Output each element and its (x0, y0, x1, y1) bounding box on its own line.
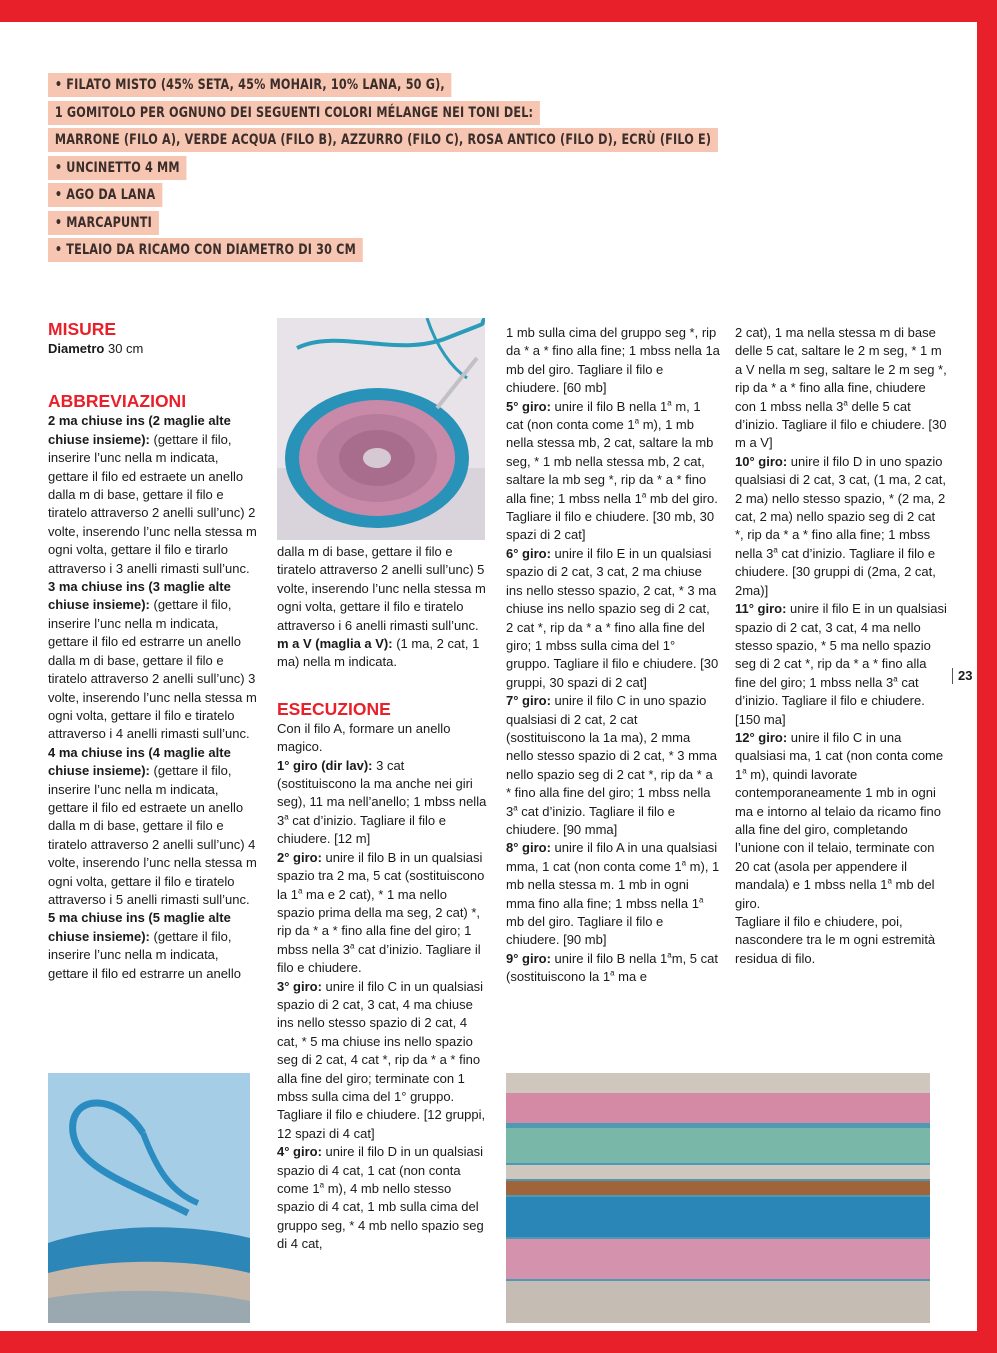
round-1: 1° giro (dir lav): 3 cat (sostituiscono la ma anche nei giri seg), 11 ma nell’anello; 1 mbss nella 3$^a$ cat d’inizio. Tagliare il filo e chiudere. [12 m] (277, 757, 487, 847)
column-2 (277, 543, 487, 1254)
material-needle: • AGO DA LANA (48, 183, 162, 207)
esecuzione-title: ESECUZIONE (277, 698, 391, 719)
material-colors: MARRONE (FILO A), VERDE ACQUA (FILO B), AZZURRO (FILO C), ROSA ANTICO (FILO D), ECRÙ (FILO E) (48, 128, 718, 152)
abbr-5ma-cont: dalla m di base, gettare il filo e tiratelo attraverso 2 anelli sull’unc) 5 volte, inserendo l’unc nella stessa m ogni volta, gettare il filo e tiratelo attraverso i 6 anelli rimasti sull’unc. (277, 544, 486, 633)
abbr-mav: m a V (maglia a V): (1 ma, 2 cat, 1 ma) nella m indicata. (277, 636, 480, 670)
material-hook: • UNCINETTO 4 MM (48, 156, 187, 180)
round-2: 2° giro: unire il filo B in un qualsiasi spazio tra 2 ma, 5 cat (sostituiscono la 1$^a$ ma e 2 cat), * 1 ma nello spazio prima della ma seg, 2 cat) *, rip da * a * fino alla fine del giro; 1 mbss nella 3$^a$ cat d’inizio. Tagliare il filo e chiudere. (277, 849, 485, 976)
column-4 (735, 324, 947, 968)
round-5: 5° giro: unire il filo B nella 1$^a$ m, 1 cat (non conta come 1$^a$ m), 1 mb nella stessa mb, 2 cat, saltare la mb seg, * 1 mb nella stessa mb, 2 cat, saltare la mb seg *, rip da * a * fino alla fine; 1 mbss nella 1$^a$ mb del giro. Tagliare il filo e chiudere. [30 mb, 30 spazi di 2 cat] (506, 398, 718, 543)
material-balls: 1 GOMITOLO PER OGNUNO DEI SEGUENTI COLORI MÉLANGE NEI TONI DEL: (48, 101, 540, 125)
round-7: 7° giro: unire il filo C in uno spazio qualsiasi di 2 cat, 2 cat (sostituiscono la 1a ma), 2 mma nello stesso spazio di 2 cat, * 3 mma nello spazio seg di 2 cat *, rip da * a * fino alla fine del giro; 1 mbss nella 3$^a$ cat d’inizio. Tagliare il filo e chiudere. [90 mma] (506, 693, 717, 837)
abbr-4ma: 4 ma chiuse ins (4 maglie alte chiuse insieme): (gettare il filo, inserire l’unc nella m indicata, gettare il filo ed estraete un anello dalla m di base, gettare il filo e tiratelo attraverso 2 anelli sull’unc) 4 volte, inserendo l’unc nella stessa m ogni volta, gettare il filo e tiratelo attraverso i 5 anelli rimasti sull’unc. (48, 744, 257, 907)
round-9: 9° giro: unire il filo B nella 1$^a$m, 5 cat (sostituiscono la 1$^a$ ma e (506, 950, 718, 985)
round-8: 8° giro: unire il filo A in una qualsiasi mma, 1 cat (non conta come 1$^a$ m), 1 mb nella stessa m. 1 mb in ogni mma fino alla fine; 1 mbss nella 1$^a$ mb del giro. Tagliare il filo e chiudere. [90 mb] (506, 840, 720, 948)
round-6: 6° giro: unire il filo E in un qualsiasi spazio di 2 cat, 3 cat, 2 ma chiuse ins nello stesso spazio, 2 cat, * 3 ma chiuse ins nello spazio seg di 2 cat, 2 cat *, rip da * a * fino alla fine del giro; 1 mbss sulla cima del 1° gruppo. Tagliare il filo e chiudere. [30 gruppi, 30 spazi di 2 cat] (506, 545, 719, 690)
round-3: 3° giro: unire il filo C in un qualsiasi spazio di 2 cat, 3 cat, 4 ma chiuse ins nello stesso spazio di 2 cat, 4 cat, * 5 ma chiuse ins nello spazio seg di 2 cat, 4 cat *, rip da * a * fino alla fine del giro; terminate con 1 mbss sulla cima del 1° gruppo. Tagliare il filo e chiudere. [12 gruppi, 12 spazi di 4 cat] (277, 978, 486, 1141)
misure-title: MISURE (48, 319, 117, 339)
abbr-3ma: 3 ma chiuse ins (3 maglie alte chiuse insieme): (gettare il filo, inserire l’unc nella m indicata, gettare il filo ed estrarre un anello dalla m di base, gettare il filo e tiratelo attraverso 2 anelli sull’unc) 3 volte, inserendo l’unc nella stessa m ogni volta, gettare il filo e tiratelo attraverso i 4 anelli rimasti sull’unc. (48, 579, 257, 742)
round-10: 10° giro: unire il filo D in uno spazio qualsiasi di 2 cat, 3 cat, (1 ma, 2 cat, 2 ma) nello stesso spazio, * (2 ma, 2 cat, 2 ma) nello spazio seg di 2 cat *, rip da * a * fino alla fine; 1 mbss nella 3$^a$ cat d’inizio. Tagliare il filo e chiudere. [30 gruppi di (2ma, 2 cat, 2ma)] (735, 453, 946, 598)
abbreviazioni-title: ABBREVIAZIONI (48, 391, 187, 412)
material-yarn: • FILATO MISTO (45% SETA, 45% MOHAIR, 10% LANA, 50 G), (48, 73, 452, 97)
abbr-5ma: 5 ma chiuse ins (5 maglie alte chiuse insieme): (gettare il filo, inserire l’unc nella m indicata, gettare il filo ed estrarre un anello (48, 910, 241, 981)
material-markers: • MARCAPUNTI (48, 211, 159, 235)
final-note: Tagliare il filo e chiudere, poi, nascondere tra le m ogni estremità residua di filo. (735, 914, 936, 966)
bottom-red-border (0, 1331, 997, 1353)
round-4: 4° giro: unire il filo D in un qualsiasi spazio di 4 cat, 1 cat (non conta come 1$^a$ m), 4 mb nello stesso spazio di 4 cat, 1 mb sulla cima del gruppo seg, * 4 mb nello spazio seg di 4 cat, (277, 1144, 484, 1252)
materials-list (48, 73, 827, 266)
round-9-cont: 2 cat), 1 ma nella stessa m di base delle 5 cat, saltare le 2 m seg, * 1 m a V nella m seg, saltare le 2 m seg *, rip da * a * fino alla fine, chiudere con 1 mbss nella 3$^a$ delle 5 cat d’inizio. Tagliare il filo e chiudere. [30 m a V] (735, 325, 947, 451)
round-12: 12° giro: unire il filo C in una qualsiasi ma, 1 cat (non conta come 1$^a$ m), quindi lavorate contemporaneamente 1 mb in ogni ma e intorno al telaio da ricamo fino alla fine del giro, completando l’unione con il telaio, terminate con 20 cat (asola per appendere il mandala) e 1 mbss nella 1$^a$ mb del giro. (735, 729, 944, 911)
abbr-2ma: 2 ma chiuse ins (2 maglie alte chiuse insieme): (gettare il filo, inserire l’unc nella m indicata, gettare il filo ed estraete un anello dalla m di base, gettare il filo e tiratelo attraverso 2 anelli sull’unc) 2 volte, inserendo l’unc nella stessa m ogni volta, gettare il filo e tirarlo attraverso i 3 anelli rimasti sull’unc. (48, 413, 257, 576)
material-hoop: • TELAIO DA RICAMO CON DIAMETRO DI 30 CM (48, 238, 363, 262)
esecuzione-intro: Con il filo A, formare un anello magico. (277, 720, 451, 755)
column-3 (506, 324, 720, 987)
photo-crochet-circle (277, 318, 485, 540)
photo-hanging-loop (48, 1073, 250, 1323)
top-red-border (0, 0, 997, 22)
round-4-cont: 1 mb sulla cima del gruppo seg *, rip da * a * fino alla fine; 1 mbss nella 1a mb del giro. Tagliare il filo e chiudere. [60 mb] (506, 325, 720, 396)
photo-stitch-detail (506, 1073, 930, 1323)
round-11: 11° giro: unire il filo E in un qualsiasi spazio di 2 cat, 3 cat, 4 ma nello stesso spazio, * 5 ma nello spazio seg di 2 cat *, rip da * a * fino alla fine del giro; 1 mbss nella 3$^a$ cat d’inizio. Tagliare il filo e chiudere. [150 ma] (735, 601, 947, 727)
misure-diameter: Diametro 30 cm (48, 341, 144, 356)
right-red-border (977, 0, 997, 1353)
page-number: 23 (952, 668, 972, 684)
column-1 (48, 318, 258, 983)
